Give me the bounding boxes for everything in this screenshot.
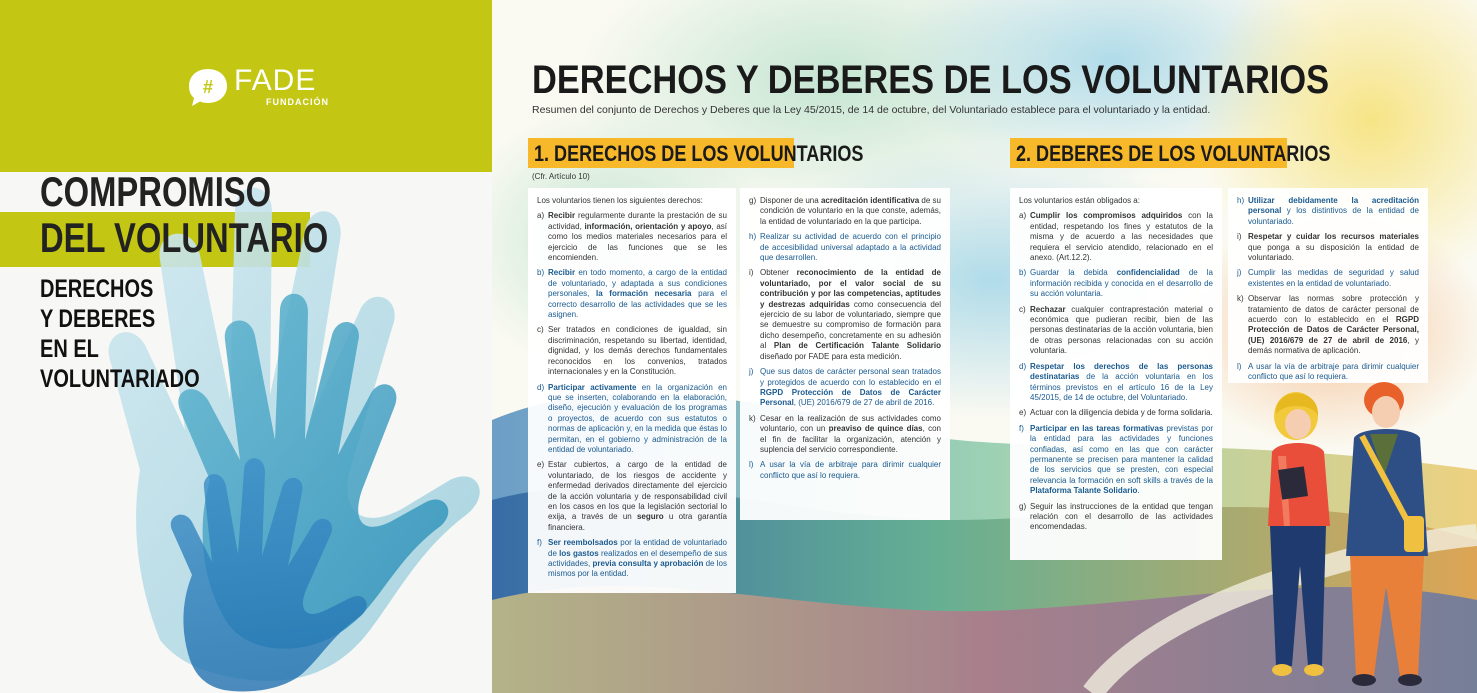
text-fragment: Seguir las instrucciones de la entidad que tengan relación con el desarrollo de las actividades encomendadas. [1030, 501, 1213, 532]
section-title: 1. DERECHOS DE LOS VOLUNTARIOS [534, 141, 864, 166]
list-item-letter: i) [1237, 232, 1242, 242]
text-fragment: que ponga a su disposición la entidad de voluntariado. [1248, 242, 1419, 263]
bold-text: Plataforma Talante Solidario [1030, 486, 1138, 496]
cover-title-line2: DEL VOLUNTARIO [40, 214, 329, 261]
content-panel [492, 0, 1477, 693]
list-item [1237, 196, 1419, 227]
logo-sub: FUNDACIÓN [266, 97, 329, 107]
list-item-text [548, 460, 727, 533]
list-item [749, 268, 941, 362]
svg-text:#: # [202, 77, 214, 97]
list-item-text [1030, 211, 1213, 263]
list-item-text [760, 414, 941, 456]
list-item [537, 325, 727, 377]
text-fragment: , y demás normativa de aplicación. [1248, 335, 1420, 356]
derechos-card-right [740, 188, 950, 520]
list-item [749, 196, 941, 227]
list-item-letter: l) [749, 460, 754, 470]
list-item-letter: g) [749, 196, 757, 205]
list-item [1019, 211, 1213, 263]
list-item-text [548, 325, 727, 377]
bold-text: preaviso de quince días [828, 424, 923, 434]
text-fragment: Cesar en la realización de sus actividades como voluntario, con un [760, 413, 941, 434]
text-fragment: y los distintivos de la entidad de voluntariado. [1248, 206, 1419, 226]
cover-subtitle-line: DERECHOS [40, 275, 154, 303]
list-item-text [1030, 408, 1213, 418]
list-item [537, 268, 727, 320]
deberes-list [1019, 211, 1213, 532]
deberes-card-right [1228, 188, 1428, 383]
bold-text: información, orientación y apoyo [584, 221, 712, 231]
bold-text: Participar activamente [548, 382, 637, 392]
section-title: 2. DEBERES DE LOS VOLUNTARIOS [1016, 141, 1331, 166]
text-fragment: Estar cubiertos, a cargo de la entidad de voluntariado, de los riesgos de accidente y enfermedad derivados directamente del ejercicio de la acción voluntaria y de responsabilidad civil en los casos en los que la legislación sectorial lo exija, a través de un [548, 460, 727, 522]
list-item [1019, 502, 1213, 533]
list-item [1019, 268, 1213, 299]
page-title: DERECHOS Y DEBERES DE LOS VOLUNTARIOS [532, 58, 1330, 102]
text-fragment: Disponer de una [760, 196, 821, 205]
list-item [749, 232, 941, 263]
list-item [537, 460, 727, 533]
text-fragment: u otra garantía financiera. [548, 512, 727, 532]
list-item-text [548, 211, 727, 263]
text-fragment: para el correcto desarrollo de las actividades que se les asignen. [548, 289, 727, 320]
list-item [1019, 362, 1213, 404]
list-item-letter: e) [537, 460, 545, 470]
logo-name: FADE [234, 64, 317, 97]
list-item [1237, 294, 1419, 356]
text-fragment: con la entidad, respetando los fines y estatutos de la misma y de acuerdo a las necesidades que requiera el servicio atendido, relacionado en el anexo. (Art.12.2). [1030, 211, 1213, 263]
bold-text: seguro [636, 512, 664, 522]
list-item-letter: f) [537, 538, 542, 548]
list-item-letter: c) [1019, 304, 1026, 314]
cover-subtitle-line: VOLUNTARIADO [40, 365, 200, 393]
list-item [537, 538, 727, 580]
text-fragment: , así como los medios materiales necesarios para el ejercicio de las funciones que se les encomienden. [548, 221, 727, 263]
deberes-card-left [1010, 188, 1222, 560]
list-item-text [1030, 502, 1213, 533]
section-intro: Los voluntarios están obligados a: [1019, 196, 1140, 205]
text-fragment: como consecuencia del ejercicio de su labor de voluntariado, siempre que se demuestre su compromiso de formación para dicho desempeño, concretamente en su adhesión al [760, 299, 941, 351]
fade-logo [186, 66, 329, 110]
text-fragment: en la organización en que se inserten, colaborando en la elaboración, diseño, ejecución y evaluación de los programas o proyectos, de acuerdo con sus estatutos o normas de aplicación y, en la medida que éstas lo permitan, en el gobierno y administración de la entidad de voluntariado. [548, 382, 728, 454]
bold-text: Participar en las tareas formativas [1030, 423, 1164, 433]
list-item-letter: g) [1019, 501, 1027, 511]
cover-subtitle-line: Y DEBERES [40, 305, 156, 333]
bold-text: RGPD Protección de Datos de Carácter Personal [760, 387, 941, 408]
text-fragment: Cumplir las medidas de seguridad y salud existentes en la entidad de voluntariado. [1248, 268, 1419, 288]
text-fragment: por la entidad de voluntariado de [548, 538, 727, 558]
text-fragment: A usar la vía de arbitraje para dirimir cualquier conflicto que así lo requiera. [760, 460, 941, 480]
list-item-text [1030, 305, 1213, 357]
bold-text: acreditación identificativa [820, 196, 920, 205]
bold-text: Plan de Certificación Talante Solidario [773, 341, 942, 351]
bold-text: previa consulta y aprobación [592, 559, 704, 568]
text-fragment: Que sus datos de carácter personal sean tratados y protegidos de acuerdo con lo establecido en el [760, 367, 941, 387]
bold-text: Recibir [548, 268, 576, 278]
list-item-letter: i) [749, 268, 754, 278]
derechos-list [537, 211, 727, 579]
list-item-text [760, 367, 941, 409]
list-item [537, 383, 727, 456]
list-item-text [760, 232, 941, 263]
derechos-list [749, 196, 941, 481]
list-item-letter: j) [749, 367, 754, 377]
cover-panel [0, 0, 492, 693]
volunteers-illustration [1234, 376, 1477, 693]
list-item-letter: f) [1019, 423, 1024, 433]
list-item-letter: l) [1237, 361, 1242, 371]
text-fragment: realizados en el desempeño de sus actividades, [548, 548, 727, 568]
list-item-letter: j) [1237, 268, 1242, 278]
section-citation: (Cfr. Artículo 10) [532, 172, 590, 181]
list-item [1237, 268, 1419, 289]
bold-text: Utilizar debidamente la acreditación personal [1248, 196, 1419, 216]
bold-text: Rechazar [1030, 304, 1066, 314]
list-item-letter: h) [749, 232, 757, 242]
text-fragment: Ser tratados en condiciones de igualdad, sin discriminación, respetando su libertad, identidad, dignidad, y los demás derechos fundamentales reconocidos en los convenios, tratados internacionales y en la Constitución. [548, 325, 727, 377]
text-fragment: cualquier contraprestación material o económica que pudieran recibir, bien de las personas destinatarias de la acción voluntaria, bien de otras personas relacionadas con su acción voluntaria. [1030, 304, 1213, 356]
hash-bubble-icon [186, 66, 230, 110]
list-item-letter: e) [1019, 408, 1027, 418]
list-item-text [548, 268, 727, 320]
derechos-card-left [528, 188, 736, 593]
list-item [1237, 232, 1419, 263]
list-item-letter: a) [537, 211, 545, 221]
deberes-list [1237, 196, 1419, 383]
list-item-letter: d) [1019, 361, 1027, 371]
text-fragment: Actuar con la diligencia debida y de forma solidaria. [1030, 408, 1213, 418]
list-item-letter: b) [1019, 268, 1027, 278]
list-item-letter: k) [749, 413, 756, 423]
list-item-text [1248, 294, 1419, 356]
list-item-text [548, 383, 727, 456]
list-item [1019, 408, 1213, 418]
list-item-text [760, 460, 941, 481]
text-fragment: de la información recibida y conocida en el desarrollo de su acción voluntaria. [1030, 268, 1213, 299]
list-item [749, 460, 941, 481]
bold-text: Respetar los derechos de las personas destinatarias [1030, 361, 1213, 382]
list-item-text [760, 268, 941, 362]
bold-text: Recibir [548, 211, 576, 221]
text-fragment: , con el fin de facilitar la organización, atención y suplencia del servicio correspondiente. [760, 424, 942, 454]
bold-text: Respetar y cuidar los recursos materiales [1248, 232, 1419, 242]
bold-text: reconocimiento de la entidad de voluntariado, por el valor social de su contribución y por las competencias, aptitudes y destrezas adquiridas [760, 268, 941, 309]
list-item-text [1248, 232, 1419, 263]
list-item [749, 367, 941, 409]
list-item-letter: c) [537, 325, 544, 335]
text-fragment: regularmente durante la prestación de su actividad, [548, 211, 727, 231]
bold-text: la formación necesaria [595, 289, 692, 299]
list-item-text [760, 196, 941, 227]
cover-subtitle [40, 274, 240, 394]
text-fragment: de los mismos por la entidad. [548, 559, 727, 579]
page-summary: Resumen del conjunto de Derechos y Deberes que la Ley 45/2015, de 14 de octubre, del Voluntariado establece para el voluntariado y la entidad. [532, 104, 1211, 116]
text-fragment: Realizar su actividad de acuerdo con el principio de accesibilidad universal adaptado a la actividad que desarrollen. [760, 232, 941, 263]
list-item [1019, 424, 1213, 497]
list-item-text [1030, 424, 1213, 497]
bold-text: los gastos [559, 548, 599, 558]
text-fragment: Obtener [760, 268, 797, 278]
list-item-text [1248, 196, 1419, 227]
list-item [749, 414, 941, 456]
list-item-text [548, 538, 727, 580]
list-item-letter: h) [1237, 196, 1245, 205]
text-fragment: A usar la vía de arbitraje para dirimir cualquier conflicto que así lo requiera. [1248, 361, 1419, 382]
list-item-text [1030, 362, 1213, 404]
text-fragment: , (UE) 2016/679 de 27 de abril de 2016. [793, 398, 935, 408]
section-header-derechos [528, 138, 864, 168]
text-fragment: de su condición de voluntario en la que conste, además, la entidad de voluntariado en la que participa. [760, 196, 941, 226]
list-item-letter: b) [537, 268, 545, 278]
text-fragment: Observar las normas sobre protección y tratamiento de datos de carácter personal de acuerdo con lo establecido en el [1248, 294, 1419, 325]
text-fragment: diseñado por FADE para esta medición. [760, 351, 902, 361]
section-intro: Los voluntarios tienen los siguientes derechos: [537, 196, 703, 205]
list-item-text [1030, 268, 1213, 299]
list-item-letter: k) [1237, 294, 1244, 304]
list-item [537, 211, 727, 263]
list-item-letter: d) [537, 382, 545, 392]
cover-title-line1: COMPROMISO [40, 168, 272, 215]
bold-text: Cumplir los compromisos adquiridos [1030, 211, 1183, 221]
text-fragment: de la acción voluntaria en los términos previstos en el artículo 16 de la Ley 45/2015, de 14 de octubre, del Voluntariado. [1030, 372, 1213, 402]
cover-subtitle-line: EN EL [40, 335, 99, 363]
bold-text: confidencialidad [1116, 268, 1180, 278]
list-item-text [1248, 268, 1419, 289]
text-fragment: en todo momento, a cargo de la entidad de voluntariado, y adaptada a sus condiciones personales, [548, 268, 727, 299]
bold-text: Ser reembolsados [548, 538, 618, 548]
list-item-letter: a) [1019, 211, 1027, 221]
text-fragment: previstas por la entidad para las actividades y funciones confiadas, así como en las que con carácter permanente se precisen para mantener la calidad de los servicios que se presten, con especial relevancia la formación en soft skills a través de la [1030, 423, 1213, 485]
list-item [1019, 305, 1213, 357]
text-fragment: . [1137, 486, 1140, 496]
bold-text: RGPD Protección de Datos de Carácter Personal, (UE) 2016/679 de 27 de abril de 2016 [1248, 315, 1419, 345]
section-header-deberes [1010, 138, 1331, 168]
text-fragment: Guardar la debida [1030, 268, 1117, 278]
